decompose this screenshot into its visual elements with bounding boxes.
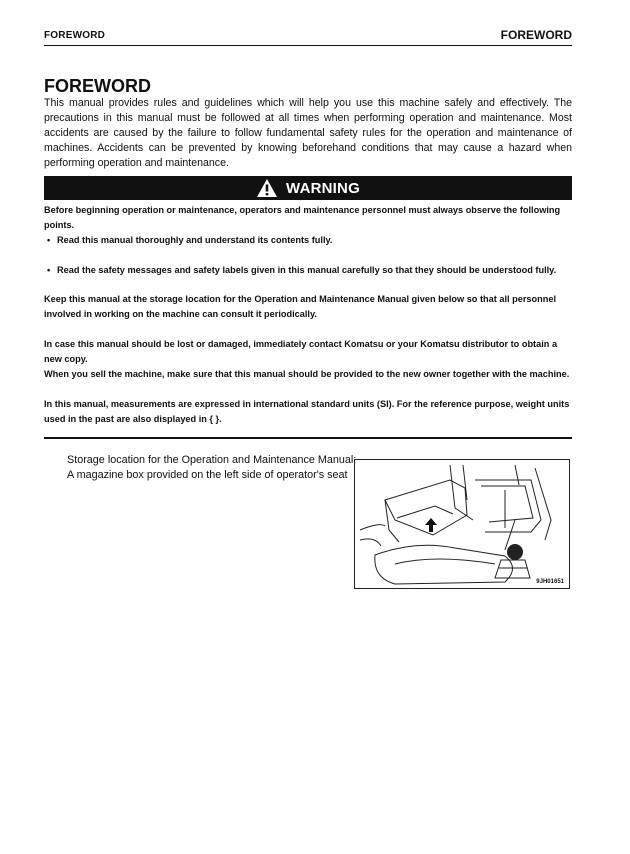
bullet-dot-icon: • (47, 235, 51, 245)
figure-code: 9JH01651 (536, 579, 564, 585)
storage-location-text (67, 453, 356, 483)
warning-label: WARNING (286, 179, 360, 197)
operator-seat-illustration (355, 460, 570, 589)
warning-banner (44, 176, 572, 200)
warning-paragraph: When you sell the machine, make sure that this manual should be provided to the new owner together with the machine. (44, 369, 570, 379)
warning-paragraph: In case this manual should be lost or damaged, immediately contact Komatsu or your Komatsu distributor to obtain a new copy. (44, 339, 558, 364)
storage-location-figure (354, 459, 570, 589)
intro-paragraph: This manual provides rules and guidelines which will help you use this machine safely and effectively. The precautions in this manual must be followed at all times when performing operation and maintenance. Most accidents are caused by the failure to follow fundamental safety rules for the operation and maintenance of machines. Accidents can be prevented by knowing beforehand conditions that may cause a hazard when performing operation and maintenance. (44, 97, 572, 169)
bullet-dot-icon: • (47, 265, 51, 275)
warning-paragraph: In this manual, measurements are expressed in international standard units (SI). For the reference purpose, weight units used in the past are also displayed in { }. (44, 399, 570, 424)
warning-paragraph: Keep this manual at the storage location for the Operation and Maintenance Manual given below so that all personnel involved in working on the machine can consult it periodically. (44, 294, 557, 319)
warning-triangle-icon (256, 178, 278, 198)
warning-lead-text: Before beginning operation or maintenance, operators and maintenance personnel must always observe the following points. (44, 205, 561, 230)
bullet-text: Read the safety messages and safety labels given in this manual carefully so that they should be understood fully. (57, 265, 557, 275)
header-chapter-label: FOREWORD (500, 28, 572, 42)
storage-location-detail: A magazine box provided on the left side of operator's seat (67, 469, 348, 481)
page-title: FOREWORD (44, 76, 151, 96)
warning-section-divider (44, 437, 572, 439)
bullet-text: Read this manual thoroughly and understand its contents fully. (57, 235, 333, 245)
header-section-label: FOREWORD (44, 30, 106, 41)
header-divider (44, 45, 572, 46)
storage-location-heading: Storage location for the Operation and Maintenance Manual: (67, 454, 357, 466)
